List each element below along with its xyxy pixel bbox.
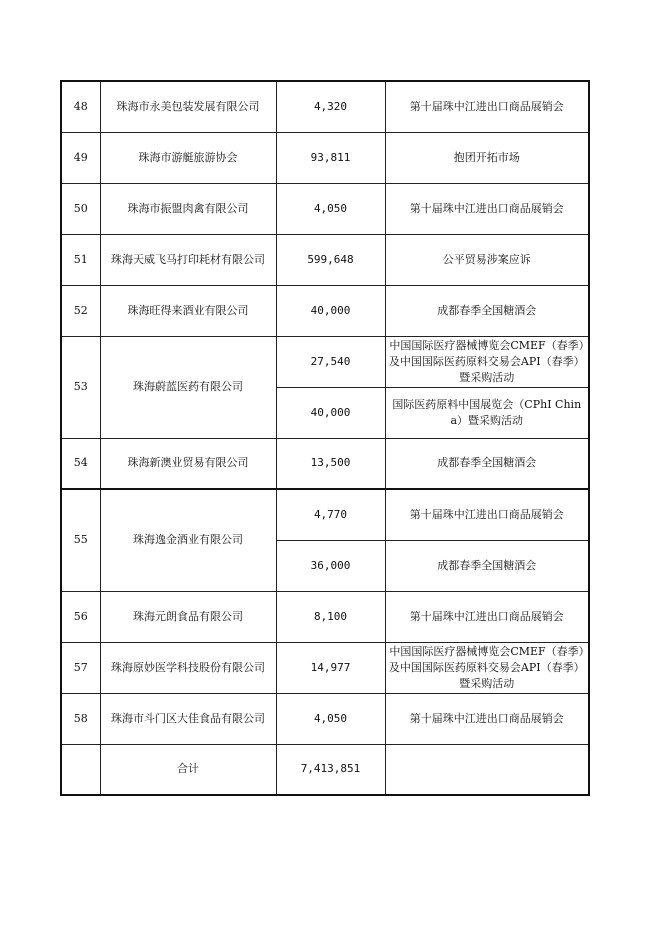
row-number: 55 bbox=[61, 489, 100, 591]
row-number: 56 bbox=[61, 591, 100, 642]
table-body bbox=[61, 81, 589, 795]
total-amount: 7,413,851 bbox=[276, 744, 385, 795]
company-name: 珠海天威飞马打印耗材有限公司 bbox=[100, 234, 276, 285]
row-number: 50 bbox=[61, 183, 100, 234]
event-name: 成都春季全国糖酒会 bbox=[385, 285, 589, 336]
company-name: 珠海市振盟肉禽有限公司 bbox=[100, 183, 276, 234]
table-row bbox=[61, 132, 589, 183]
subsidy-amount: 599,648 bbox=[276, 234, 385, 285]
event-name: 第十届珠中江进出口商品展销会 bbox=[385, 81, 589, 132]
subsidy-amount: 36,000 bbox=[276, 540, 385, 591]
event-name: 第十届珠中江进出口商品展销会 bbox=[385, 591, 589, 642]
subsidy-amount: 27,540 bbox=[276, 336, 385, 387]
company-name: 珠海市斗门区大佳食品有限公司 bbox=[100, 693, 276, 744]
event-name: 第十届珠中江进出口商品展销会 bbox=[385, 489, 589, 540]
event-name: 中国国际医疗器械博览会CMEF（春季）及中国国际医药原料交易会API（春季）暨采购活动 bbox=[385, 336, 589, 387]
subsidy-amount: 4,050 bbox=[276, 183, 385, 234]
row-number: 53 bbox=[61, 336, 100, 438]
row-number: 49 bbox=[61, 132, 100, 183]
table-row bbox=[61, 81, 589, 132]
subsidy-amount: 8,100 bbox=[276, 591, 385, 642]
subsidy-amount: 93,811 bbox=[276, 132, 385, 183]
event-name: 成都春季全国糖酒会 bbox=[385, 438, 589, 489]
subsidy-amount: 4,320 bbox=[276, 81, 385, 132]
row-number: 51 bbox=[61, 234, 100, 285]
subsidy-amount: 14,977 bbox=[276, 642, 385, 693]
subsidy-table bbox=[60, 80, 590, 796]
subsidy-amount: 4,770 bbox=[276, 489, 385, 540]
company-name: 珠海市永美包装发展有限公司 bbox=[100, 81, 276, 132]
table-row bbox=[61, 336, 589, 387]
company-name: 珠海逸金酒业有限公司 bbox=[100, 489, 276, 591]
event-name: 成都春季全国糖酒会 bbox=[385, 540, 589, 591]
total-row bbox=[61, 744, 589, 795]
table-row bbox=[61, 591, 589, 642]
event-name: 第十届珠中江进出口商品展销会 bbox=[385, 183, 589, 234]
row-number: 48 bbox=[61, 81, 100, 132]
company-name: 珠海原妙医学科技股份有限公司 bbox=[100, 642, 276, 693]
company-name: 珠海市游艇旅游协会 bbox=[100, 132, 276, 183]
company-name: 珠海旺得来酒业有限公司 bbox=[100, 285, 276, 336]
row-number: 54 bbox=[61, 438, 100, 489]
event-name: 公平贸易涉案应诉 bbox=[385, 234, 589, 285]
event-name: 第十届珠中江进出口商品展销会 bbox=[385, 693, 589, 744]
table-row bbox=[61, 183, 589, 234]
table-row bbox=[61, 438, 589, 489]
event-name: 抱团开拓市场 bbox=[385, 132, 589, 183]
subsidy-table-sheet bbox=[60, 80, 588, 796]
total-blank-cell bbox=[385, 744, 589, 795]
company-name: 珠海新澳业贸易有限公司 bbox=[100, 438, 276, 489]
table-row bbox=[61, 642, 589, 693]
event-name: 中国国际医疗器械博览会CMEF（春季）及中国国际医药原料交易会API（春季）暨采购活动 bbox=[385, 642, 589, 693]
company-name: 珠海蔚蓝医药有限公司 bbox=[100, 336, 276, 438]
subsidy-amount: 40,000 bbox=[276, 285, 385, 336]
table-row bbox=[61, 489, 589, 540]
subsidy-amount: 13,500 bbox=[276, 438, 385, 489]
table-row bbox=[61, 693, 589, 744]
row-number: 57 bbox=[61, 642, 100, 693]
row-number: 52 bbox=[61, 285, 100, 336]
table-row bbox=[61, 285, 589, 336]
total-blank-cell bbox=[61, 744, 100, 795]
row-number: 58 bbox=[61, 693, 100, 744]
subsidy-amount: 4,050 bbox=[276, 693, 385, 744]
company-name: 珠海元朗食品有限公司 bbox=[100, 591, 276, 642]
total-label: 合计 bbox=[100, 744, 276, 795]
table-row bbox=[61, 234, 589, 285]
subsidy-amount: 40,000 bbox=[276, 387, 385, 438]
event-name: 国际医药原料中国展览会（CPhI China）暨采购活动 bbox=[385, 387, 589, 438]
